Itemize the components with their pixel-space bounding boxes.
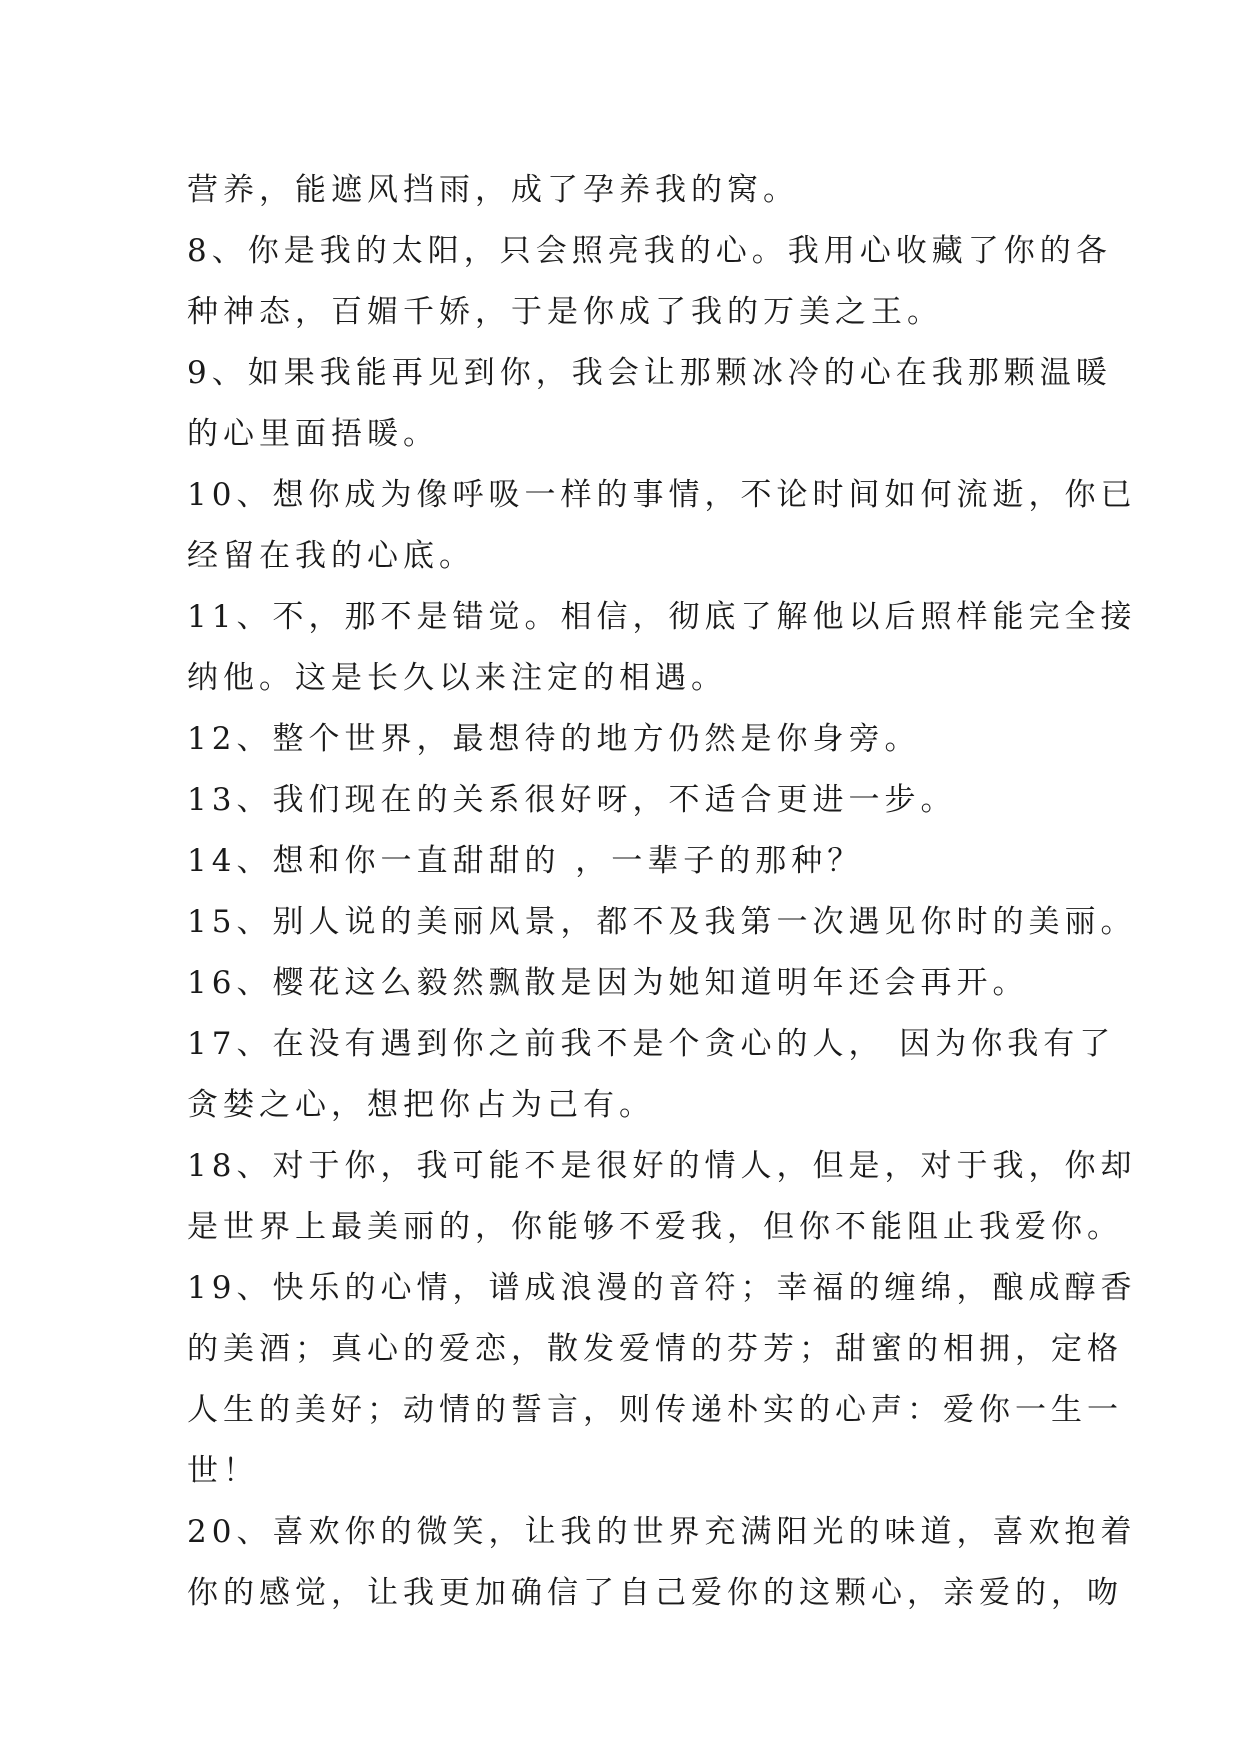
text-line: 10、想你成为像呼吸一样的事情，不论时间如何流逝，你已 (187, 477, 1137, 513)
text-line: 是世界上最美丽的，你能够不爱我，但你不能阻止我爱你。 (187, 1209, 1123, 1245)
text-line: 的美酒；真心的爱恋，散发爱情的芬芳；甜蜜的相拥，定格 (187, 1331, 1123, 1367)
text-line: 人生的美好；动情的誓言，则传递朴实的心声：爱你一生一 (187, 1392, 1123, 1428)
text-line: 营养，能遮风挡雨，成了孕养我的窝。 (187, 172, 799, 208)
text-line: 11、不，那不是错觉。相信，彻底了解他以后照样能完全接 (187, 599, 1137, 635)
text-line: 世！ (187, 1453, 259, 1489)
text-line: 经留在我的心底。 (187, 538, 475, 574)
text-line: 12、整个世界，最想待的地方仍然是你身旁。 (187, 721, 921, 757)
text-line: 你的感觉，让我更加确信了自己爱你的这颗心，亲爱的，吻 (187, 1575, 1123, 1611)
text-line: 19、快乐的心情，谱成浪漫的音符；幸福的缠绵，酿成醇香 (187, 1270, 1137, 1306)
text-line: 贪婪之心，想把你占为己有。 (187, 1087, 655, 1123)
text-line: 纳他。这是长久以来注定的相遇。 (187, 660, 727, 696)
text-line: 13、我们现在的关系很好呀，不适合更进一步。 (187, 782, 957, 818)
text-line: 18、对于你，我可能不是很好的情人，但是，对于我，你却 (187, 1148, 1137, 1184)
text-line: 9、如果我能再见到你，我会让那颗冰冷的心在我那颗温暖 (187, 355, 1112, 391)
text-line: 8、你是我的太阳，只会照亮我的心。我用心收藏了你的各 (187, 233, 1112, 269)
text-line: 15、别人说的美丽风景，都不及我第一次遇见你时的美丽。 (187, 904, 1137, 940)
text-line: 14、想和你一直甜甜的 ，一辈子的那种？ (187, 843, 864, 879)
text-line: 20、喜欢你的微笑，让我的世界充满阳光的味道，喜欢抱着 (187, 1514, 1137, 1550)
text-line: 17、在没有遇到你之前我不是个贪心的人， 因为你我有了 (187, 1026, 1116, 1062)
text-line: 种神态，百媚千娇，于是你成了我的万美之王。 (187, 294, 943, 330)
text-line: 16、樱花这么毅然飘散是因为她知道明年还会再开。 (187, 965, 1029, 1001)
text-line: 的心里面捂暖。 (187, 416, 439, 452)
document-body (187, 160, 1137, 1624)
